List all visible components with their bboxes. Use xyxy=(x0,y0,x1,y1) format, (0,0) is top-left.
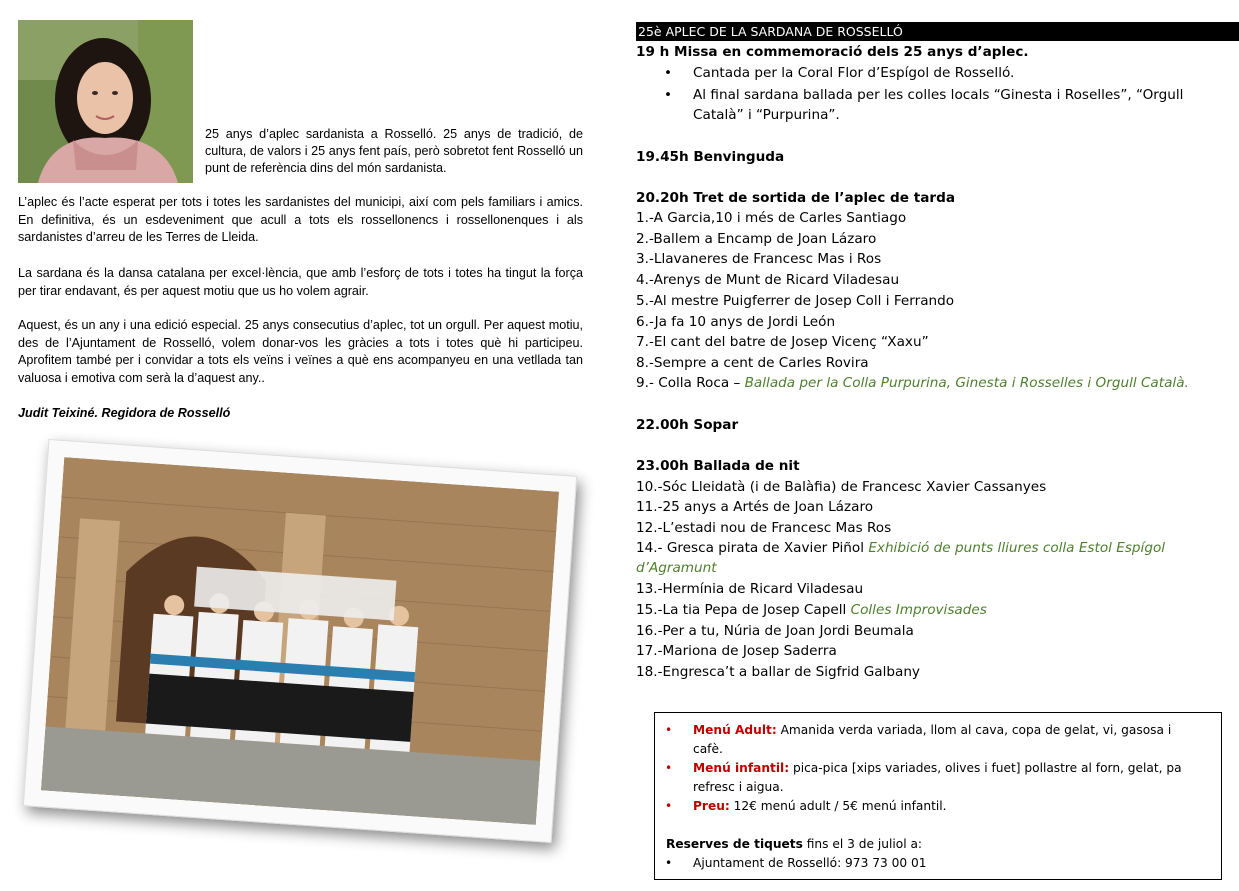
tret-line: 20.20h Tret de sortida de l’aplec de tarda xyxy=(636,190,955,206)
sardana-item: 10.-Sóc Lleidatà (i de Balàfia) de Francesc Xavier Cassanyes xyxy=(636,479,1047,495)
sardana-item: 7.-El cant del batre de Josep Vicenç “Xaxu” xyxy=(636,334,929,350)
sardana-item: 13.-Hermínia de Ricard Viladesau xyxy=(636,581,864,597)
sardana-item: 5.-Al mestre Puigferrer de Josep Coll i Ferrando xyxy=(636,293,955,309)
sardana-item: 6.-Ja fa 10 anys de Jordi León xyxy=(636,314,836,330)
intro-text: 25 anys d’aplec sardanista a Rosselló. 25 anys de tradició, de cultura, de valors i 25 anys fent país, però sobretot fent Rosselló un punt de referència dins del món sardanista. xyxy=(205,127,583,175)
sardana-item: 11.-25 anys a Artés de Joan Lázaro xyxy=(636,499,874,515)
reserves-line: Reserves de tiquets fins el 3 de juliol a: xyxy=(666,837,923,851)
portrait-photo xyxy=(18,20,193,183)
sardana-item-14: 14.- Gresca pirata de Xavier Piñol Exhibició de punts lliures colla Estol Espígol xyxy=(636,540,1166,556)
menu-adult: • Menú Adult: Amanida verda variada, llom al cava, copa de gelat, vi, gasosa i cafè. xyxy=(665,723,1172,756)
paragraph-sardana: La sardana és la dansa catalana per excel·lència, que amb l’esforç de tots i totes ha tingut la força per tirar endavant, és per aquest motiu que us ho volem agrair. xyxy=(18,266,583,298)
sardana-item: 8.-Sempre a cent de Carles Rovira xyxy=(636,355,869,371)
signature: Judit Teixiné. Regidora de Rosselló xyxy=(18,406,231,420)
menu-preu: • Preu: 12€ menú adult / 5€ menú infantil. xyxy=(665,799,947,813)
program-header: 25è APLEC DE LA SARDANA DE ROSSELLÓ xyxy=(636,22,1239,41)
group-photo xyxy=(23,439,577,843)
sardana-item: 12.-L’estadi nou de Francesc Mas Ros xyxy=(636,520,892,536)
sardana-item: 16.-Per a tu, Núria de Joan Jordi Beumala xyxy=(636,623,914,639)
benvinguda-line: 19.45h Benvinguda xyxy=(636,149,785,165)
missa-line: 19 h Missa en commemoració dels 25 anys d’aplec. xyxy=(636,44,1029,60)
sardana-item-14-continuation: d’Agramunt xyxy=(636,560,717,576)
ajuntament-contact: • Ajuntament de Rosselló: 973 73 00 01 xyxy=(665,856,927,870)
paragraph-edicio: Aquest, és un any i una edició especial. 25 anys consecutius d’aplec, tot un orgull. Per aquest motiu, des de l’Ajuntament de Rosselló, volem donar-vos les gràcies a tots i totes què hi participeu. Aprofitem també per i convidar a tots els veïns i veïnes a què ens acompanyeu en una vetllada tan valuosa i emotiva com serà la d’aquest any.. xyxy=(18,318,583,385)
sardana-item: 17.-Mariona de Josep Saderra xyxy=(636,643,837,659)
sardana-item: 4.-Arenys de Munt de Ricard Viladesau xyxy=(636,272,900,288)
ballada-nit-line: 23.00h Ballada de nit xyxy=(636,458,800,474)
menu-infantil: • Menú infantil: pica-pica [xips variades, olives i fuet] pollastre al forn, gelat, pa refresc i aigua. xyxy=(665,761,1182,794)
sardana-item-15: 15.-La tia Pepa de Josep Capell Colles Improvisades xyxy=(636,602,987,618)
sardana-item: 1.-A Garcia,10 i més de Carles Santiago xyxy=(636,210,907,226)
sardana-item-9: 9.- Colla Roca – Ballada per la Colla Purpurina, Ginesta i Rosselles i Orgull Català. xyxy=(636,375,1189,391)
menu-box xyxy=(654,712,1222,880)
sopar-line: 22.00h Sopar xyxy=(636,417,739,433)
sardana-item: 2.-Ballem a Encamp de Joan Lázaro xyxy=(636,231,877,247)
sardana-item: 18.-Engresca’t a ballar de Sigfrid Galbany xyxy=(636,664,920,680)
sardana-item: 3.-Llavaneres de Francesc Mas i Ros xyxy=(636,251,882,267)
paragraph-aplec: L’aplec és l’acte esperat per tots i totes les sardanistes del municipi, així com pels familiars i amics. En definitiva, és un esdeveniment que acull a tots els rossellonencs i rossellonenques i als sardanistes d’arreu de les Terres de Lleida. xyxy=(18,195,583,244)
